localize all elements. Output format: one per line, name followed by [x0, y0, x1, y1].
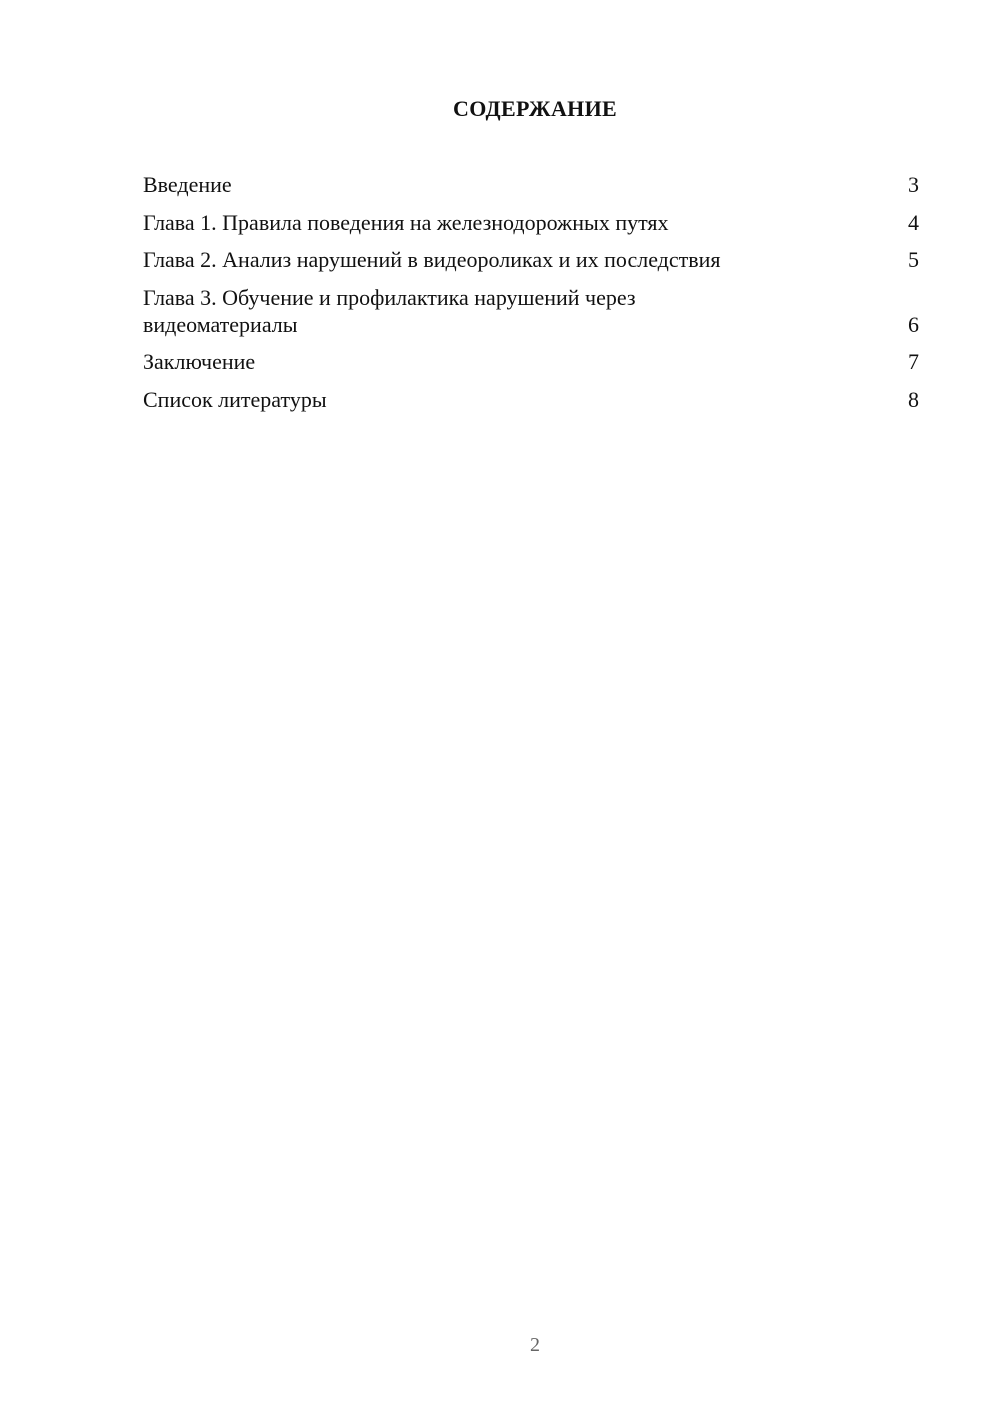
toc-entry-title: Заключение: [143, 349, 256, 374]
toc-entry-page-number: 6: [908, 311, 919, 337]
toc-entry-page-number: 3: [908, 172, 919, 197]
page-number: 2: [530, 1334, 540, 1356]
toc-entry-page-number: 7: [908, 349, 919, 374]
toc-entry-conclusion[interactable]: [143, 348, 919, 375]
table-of-contents: [143, 171, 919, 423]
toc-entry-chapter-2[interactable]: [143, 246, 919, 273]
toc-entry-introduction[interactable]: [143, 171, 919, 198]
toc-entry-page-number: 4: [908, 209, 919, 235]
toc-entry-title: Глава 1. Правила поведения на железнодорожных путях: [143, 209, 669, 235]
toc-entry-title: Глава 2. Анализ нарушений в видеороликах и их последствия: [143, 247, 721, 272]
toc-entry-title: Введение: [143, 172, 232, 197]
toc-entry-title: Глава 3. Обучение и профилактика нарушений через видеоматериалы: [143, 284, 636, 337]
toc-heading: СОДЕРЖАНИЕ: [453, 96, 617, 121]
toc-entry-page-number: 8: [908, 386, 919, 412]
toc-entry-chapter-3[interactable]: [143, 284, 919, 338]
toc-entry-page-number: 5: [908, 247, 919, 272]
toc-entry-chapter-1[interactable]: [143, 209, 919, 236]
toc-entry-references[interactable]: [143, 386, 919, 413]
toc-entry-title: Список литературы: [143, 386, 327, 412]
